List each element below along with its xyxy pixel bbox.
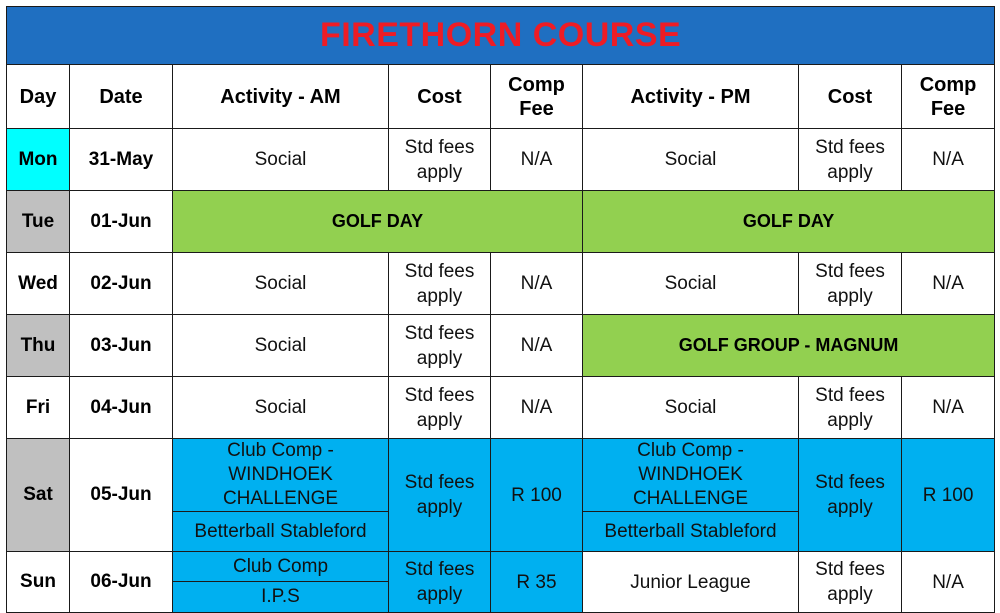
am-cost-cell: Std fees apply — [389, 315, 491, 377]
pm-activity-cell: Social — [583, 253, 799, 315]
am-cost-cell: Std fees apply — [389, 129, 491, 191]
am-fee-cell: N/A — [491, 377, 583, 439]
table-row — [7, 253, 995, 315]
header-activity-am: Activity - AM — [173, 65, 389, 129]
header-cost-pm: Cost — [799, 65, 902, 129]
am-event-cell: GOLF DAY — [173, 191, 583, 253]
pm-cost-cell: Std fees apply — [799, 377, 902, 439]
day-cell: Tue — [7, 191, 70, 253]
day-cell: Sun — [7, 552, 70, 613]
header-row — [7, 65, 995, 129]
am-fee-cell: R 100 — [491, 439, 583, 552]
pm-event-cell: GOLF DAY — [583, 191, 995, 253]
header-day: Day — [7, 65, 70, 129]
day-cell: Wed — [7, 253, 70, 315]
am-activity-cell: Social — [173, 315, 389, 377]
schedule-table — [6, 6, 995, 613]
pm-cost-cell: Std fees apply — [799, 439, 902, 552]
pm-activity-cell: Junior League — [583, 552, 799, 613]
am-cost-cell: Std fees apply — [389, 253, 491, 315]
am-activity-line1-cell: Club Comp - WINDHOEK CHALLENGE — [173, 439, 389, 512]
header-cost-am: Cost — [389, 65, 491, 129]
schedule-container — [6, 6, 994, 613]
am-fee-cell: R 35 — [491, 552, 583, 613]
date-cell: 04-Jun — [70, 377, 173, 439]
am-activity-cell: Social — [173, 253, 389, 315]
pm-activity-cell: Social — [583, 377, 799, 439]
date-cell: 01-Jun — [70, 191, 173, 253]
am-activity-line2-cell: I.P.S — [173, 582, 389, 613]
table-row — [7, 129, 995, 191]
am-cost-cell: Std fees apply — [389, 377, 491, 439]
table-row — [7, 191, 995, 253]
table-row — [7, 377, 995, 439]
am-cost-cell: Std fees apply — [389, 439, 491, 552]
table-row — [7, 552, 995, 582]
am-activity-cell: Social — [173, 129, 389, 191]
date-cell: 03-Jun — [70, 315, 173, 377]
pm-fee-cell: R 100 — [902, 439, 995, 552]
am-cost-cell: Std fees apply — [389, 552, 491, 613]
table-row — [7, 315, 995, 377]
page-title: FIRETHORN COURSE — [7, 7, 995, 65]
day-cell: Thu — [7, 315, 70, 377]
day-cell: Fri — [7, 377, 70, 439]
table-row — [7, 439, 995, 512]
am-fee-cell: N/A — [491, 253, 583, 315]
pm-cost-cell: Std fees apply — [799, 552, 902, 613]
am-activity-cell: Social — [173, 377, 389, 439]
pm-fee-cell: N/A — [902, 377, 995, 439]
am-activity-line1-cell: Club Comp — [173, 552, 389, 582]
day-cell: Mon — [7, 129, 70, 191]
date-cell: 02-Jun — [70, 253, 173, 315]
date-cell: 31-May — [70, 129, 173, 191]
pm-fee-cell: N/A — [902, 552, 995, 613]
day-cell: Sat — [7, 439, 70, 552]
pm-activity-cell: Social — [583, 129, 799, 191]
date-cell: 06-Jun — [70, 552, 173, 613]
pm-fee-cell: N/A — [902, 253, 995, 315]
pm-fee-cell: N/A — [902, 129, 995, 191]
header-activity-pm: Activity - PM — [583, 65, 799, 129]
am-fee-cell: N/A — [491, 315, 583, 377]
header-comp-fee-am: Comp Fee — [491, 65, 583, 129]
date-cell: 05-Jun — [70, 439, 173, 552]
pm-cost-cell: Std fees apply — [799, 129, 902, 191]
am-fee-cell: N/A — [491, 129, 583, 191]
header-comp-fee-pm: Comp Fee — [902, 65, 995, 129]
pm-activity-line1-cell: Club Comp - WINDHOEK CHALLENGE — [583, 439, 799, 512]
header-date: Date — [70, 65, 173, 129]
am-activity-line2-cell: Betterball Stableford — [173, 512, 389, 552]
pm-activity-line2-cell: Betterball Stableford — [583, 512, 799, 552]
pm-event-cell: GOLF GROUP - MAGNUM — [583, 315, 995, 377]
pm-cost-cell: Std fees apply — [799, 253, 902, 315]
